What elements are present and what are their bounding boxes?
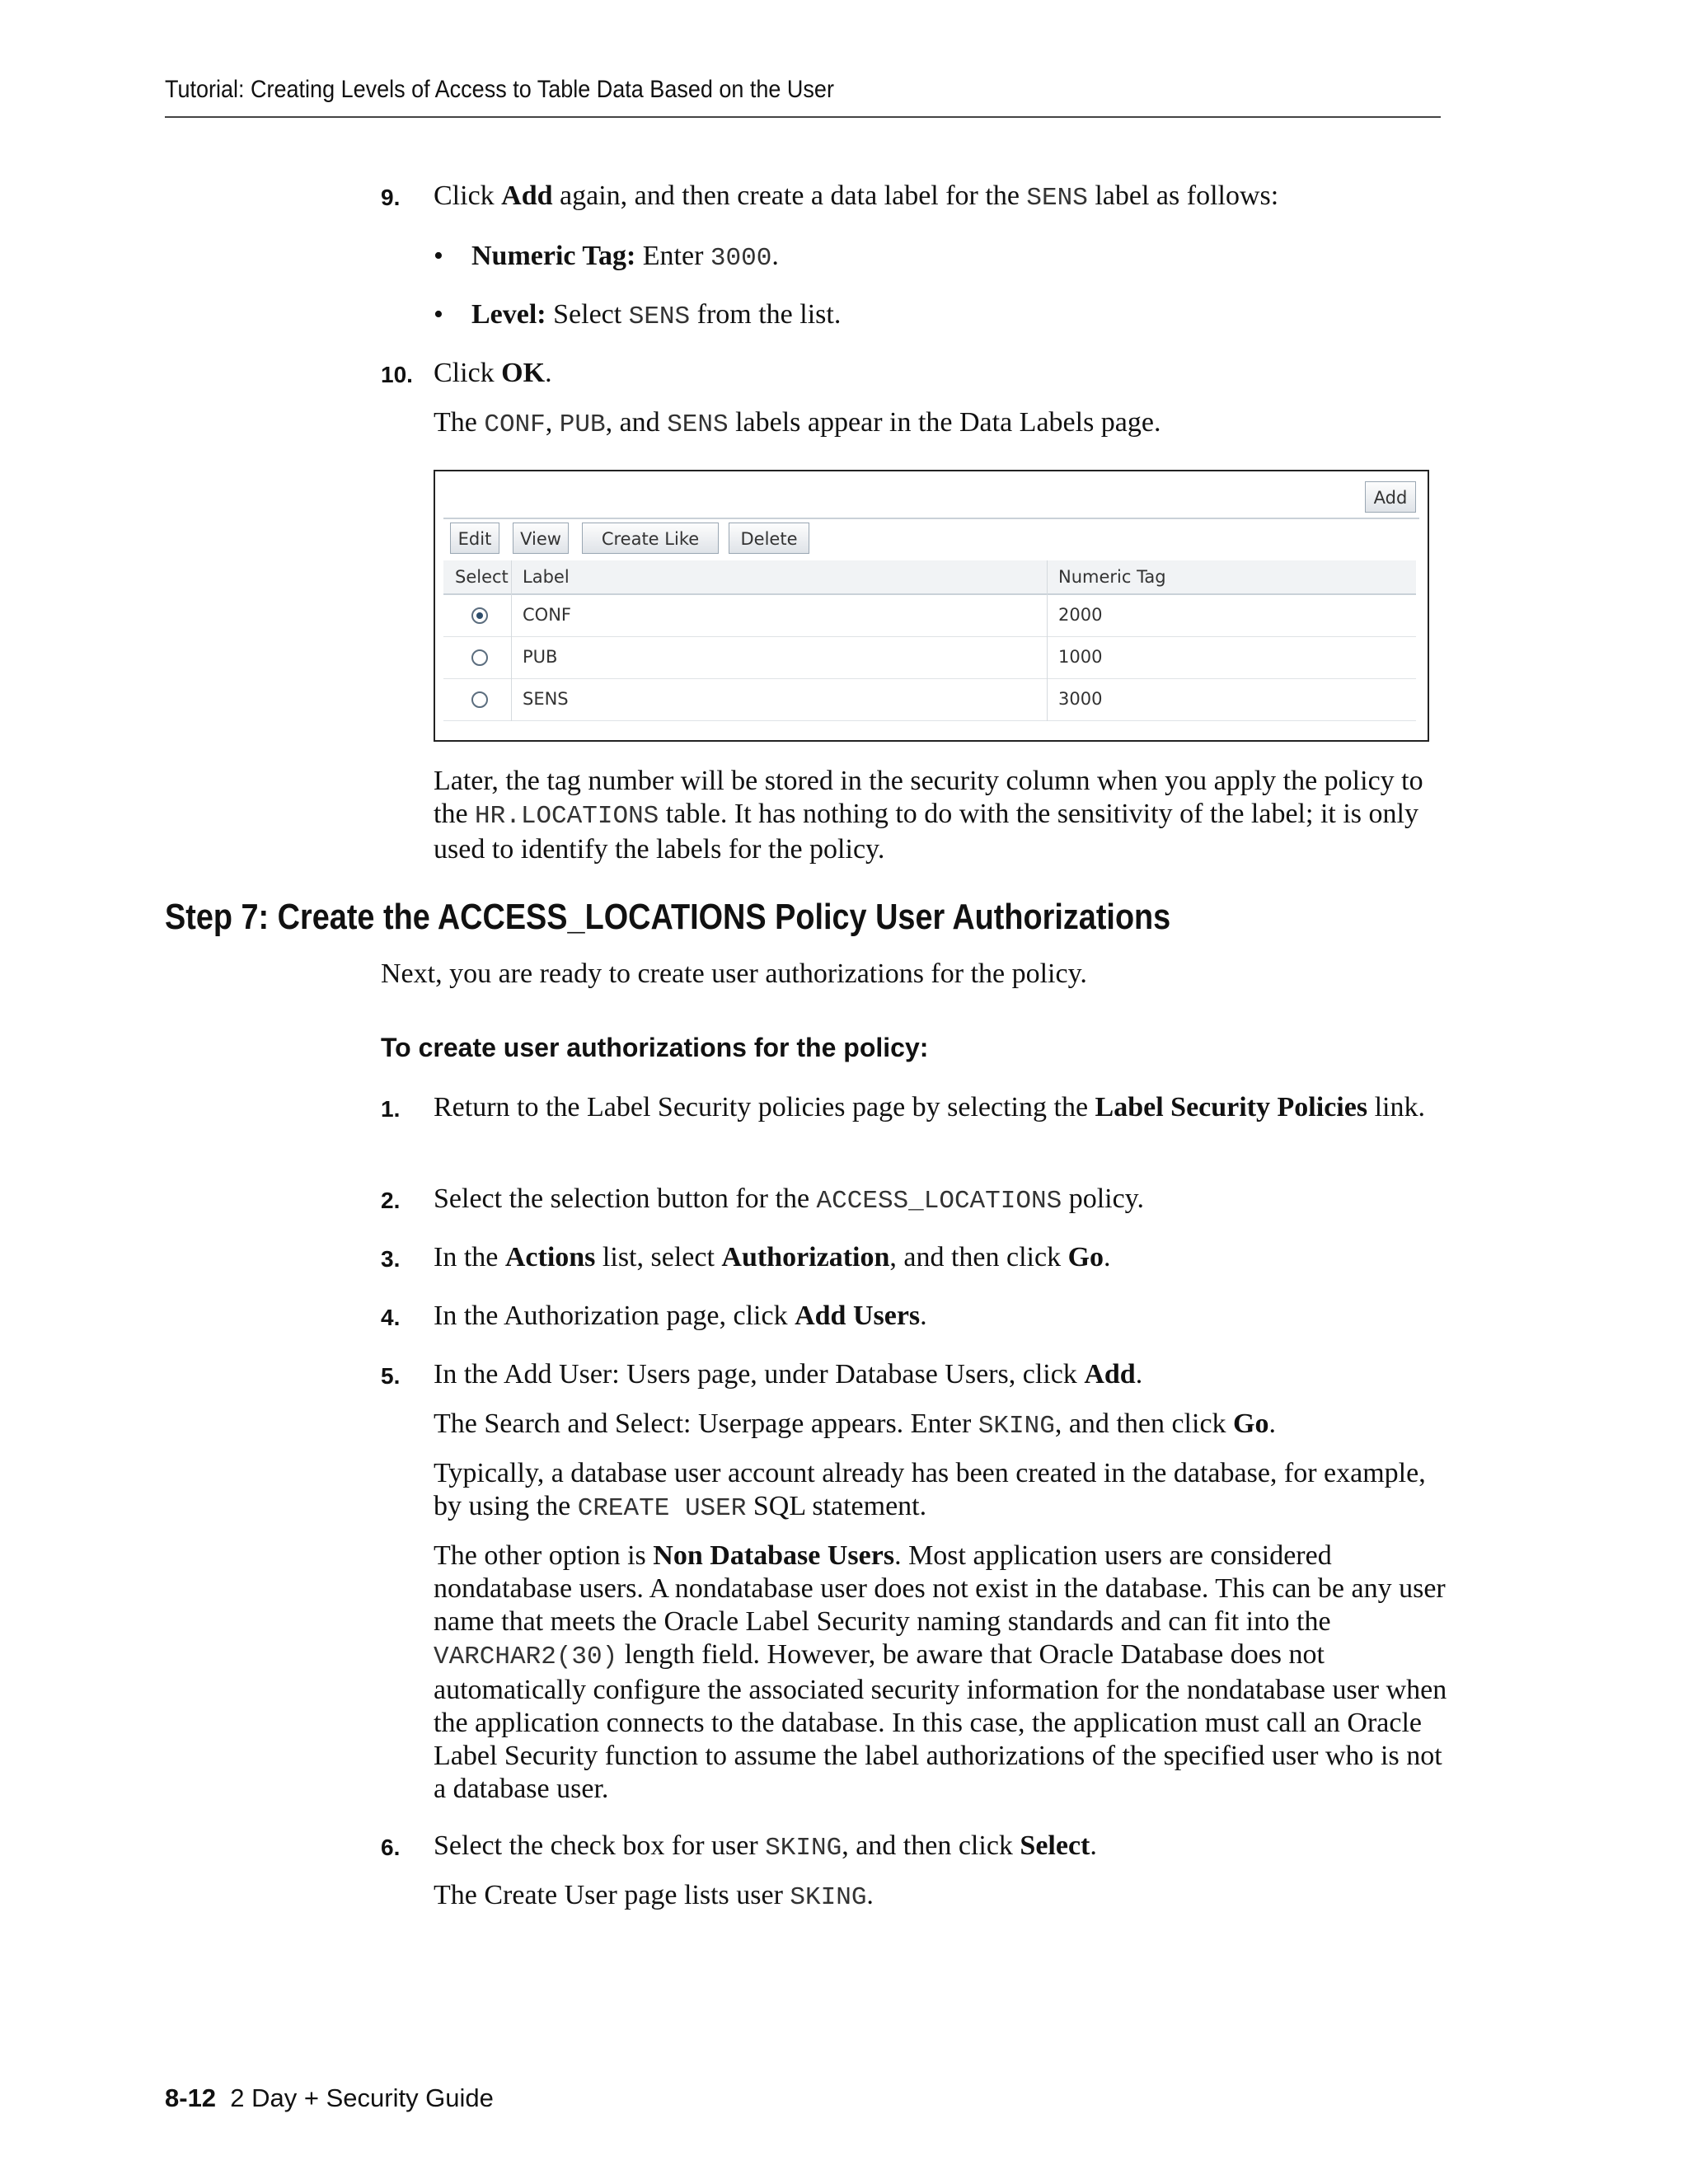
row-tag: 2000: [1058, 605, 1103, 625]
create-like-button[interactable]: Create Like: [582, 523, 719, 554]
column-divider: [1047, 560, 1048, 721]
step-text: Select the check box for user SKING, and then click Select.: [434, 1830, 1097, 1863]
step-number: 3.: [381, 1246, 401, 1272]
table-header: [443, 560, 1416, 595]
step-text: In the Authorization page, click Add Users.: [434, 1301, 927, 1331]
row-radio[interactable]: [471, 607, 488, 624]
column-select: Select: [455, 567, 509, 587]
data-labels-panel: [434, 470, 1429, 742]
step-text: Click Add again, and then create a data label for the SENS label as follows:: [434, 180, 1279, 213]
column-numeric-tag[interactable]: Numeric Tag: [1058, 567, 1166, 587]
step-text: In the Actions list, select Authorization, and then click Go.: [434, 1242, 1111, 1272]
step-6-result: The Create User page lists user SKING.: [434, 1880, 874, 1912]
table-row: [443, 679, 1416, 721]
row-tag: 3000: [1058, 689, 1103, 709]
step-number: 2.: [381, 1188, 401, 1213]
step-number: 6.: [381, 1835, 401, 1860]
later-paragraph: Later, the tag number will be stored in the security column when you apply the policy to the HR.LOCATIONS table. It has nothing to do with the sensitivity of the label; it is only used to identify the labels for the policy.: [434, 766, 1423, 865]
delete-button[interactable]: Delete: [729, 523, 809, 554]
step-number: 4.: [381, 1305, 401, 1330]
section-heading: Step 7: Create the ACCESS_LOCATIONS Policy User Authorizations: [165, 897, 1171, 937]
column-label[interactable]: Label: [523, 567, 570, 587]
step-number: 1.: [381, 1096, 401, 1122]
row-radio[interactable]: [471, 649, 488, 666]
step-5-non-database-users: The other option is Non Database Users. Most application users are considered nondatabase users. A nondatabase user does not exist in the database. This can be any user name that meets the Oracle Label Security naming standards and can fit into the VARCHAR2(30) length field. However, be aware that Oracle Database does not automatically configure the associated security information for the nondatabase user when the application connects to the database. In this case, the application must call an Oracle Label Security function to assume the label authorizations of the specified user who is not a database user.: [434, 1540, 1447, 1804]
running-header: Tutorial: Creating Levels of Access to Table Data Based on the User: [165, 76, 834, 103]
step-number: 9.: [381, 185, 401, 210]
section-intro: Next, you are ready to create user authorizations for the policy.: [381, 958, 1087, 989]
step-text: Click OK.: [434, 358, 552, 388]
row-label: CONF: [523, 605, 571, 625]
toolbar-separator: [443, 518, 1419, 519]
step-5-result: The Search and Select: Userpage appears. Enter SKING, and then click Go.: [434, 1408, 1276, 1441]
step-result: The CONF, PUB, and SENS labels appear in the Data Labels page.: [434, 407, 1161, 439]
table-row: [443, 637, 1416, 679]
row-label: SENS: [523, 689, 569, 709]
step-text: Return to the Label Security policies page by selecting the Label Security Policies link.: [434, 1092, 1425, 1122]
page-number: 8-12: [165, 2083, 217, 2112]
view-button[interactable]: View: [513, 523, 569, 554]
step-number: 5.: [381, 1363, 401, 1389]
edit-button[interactable]: Edit: [450, 523, 499, 554]
table-row: [443, 595, 1416, 637]
step-text: Select the selection button for the ACCESS_LOCATIONS policy.: [434, 1183, 1144, 1216]
step-5-note: Typically, a database user account already has been created in the database, for example, by using the CREATE USER SQL statement.: [434, 1458, 1426, 1523]
column-divider: [511, 560, 512, 721]
procedure-heading: To create user authorizations for the policy:: [381, 1033, 929, 1062]
add-button[interactable]: Add: [1365, 481, 1416, 513]
header-rule: [165, 116, 1441, 118]
page-footer: [165, 2083, 494, 2113]
book-title: 2 Day + Security Guide: [230, 2083, 494, 2112]
row-label: PUB: [523, 647, 558, 667]
row-tag: 1000: [1058, 647, 1103, 667]
step-number: 10.: [381, 362, 413, 387]
row-radio[interactable]: [471, 691, 488, 708]
step-text: In the Add User: Users page, under Database Users, click Add.: [434, 1359, 1143, 1390]
